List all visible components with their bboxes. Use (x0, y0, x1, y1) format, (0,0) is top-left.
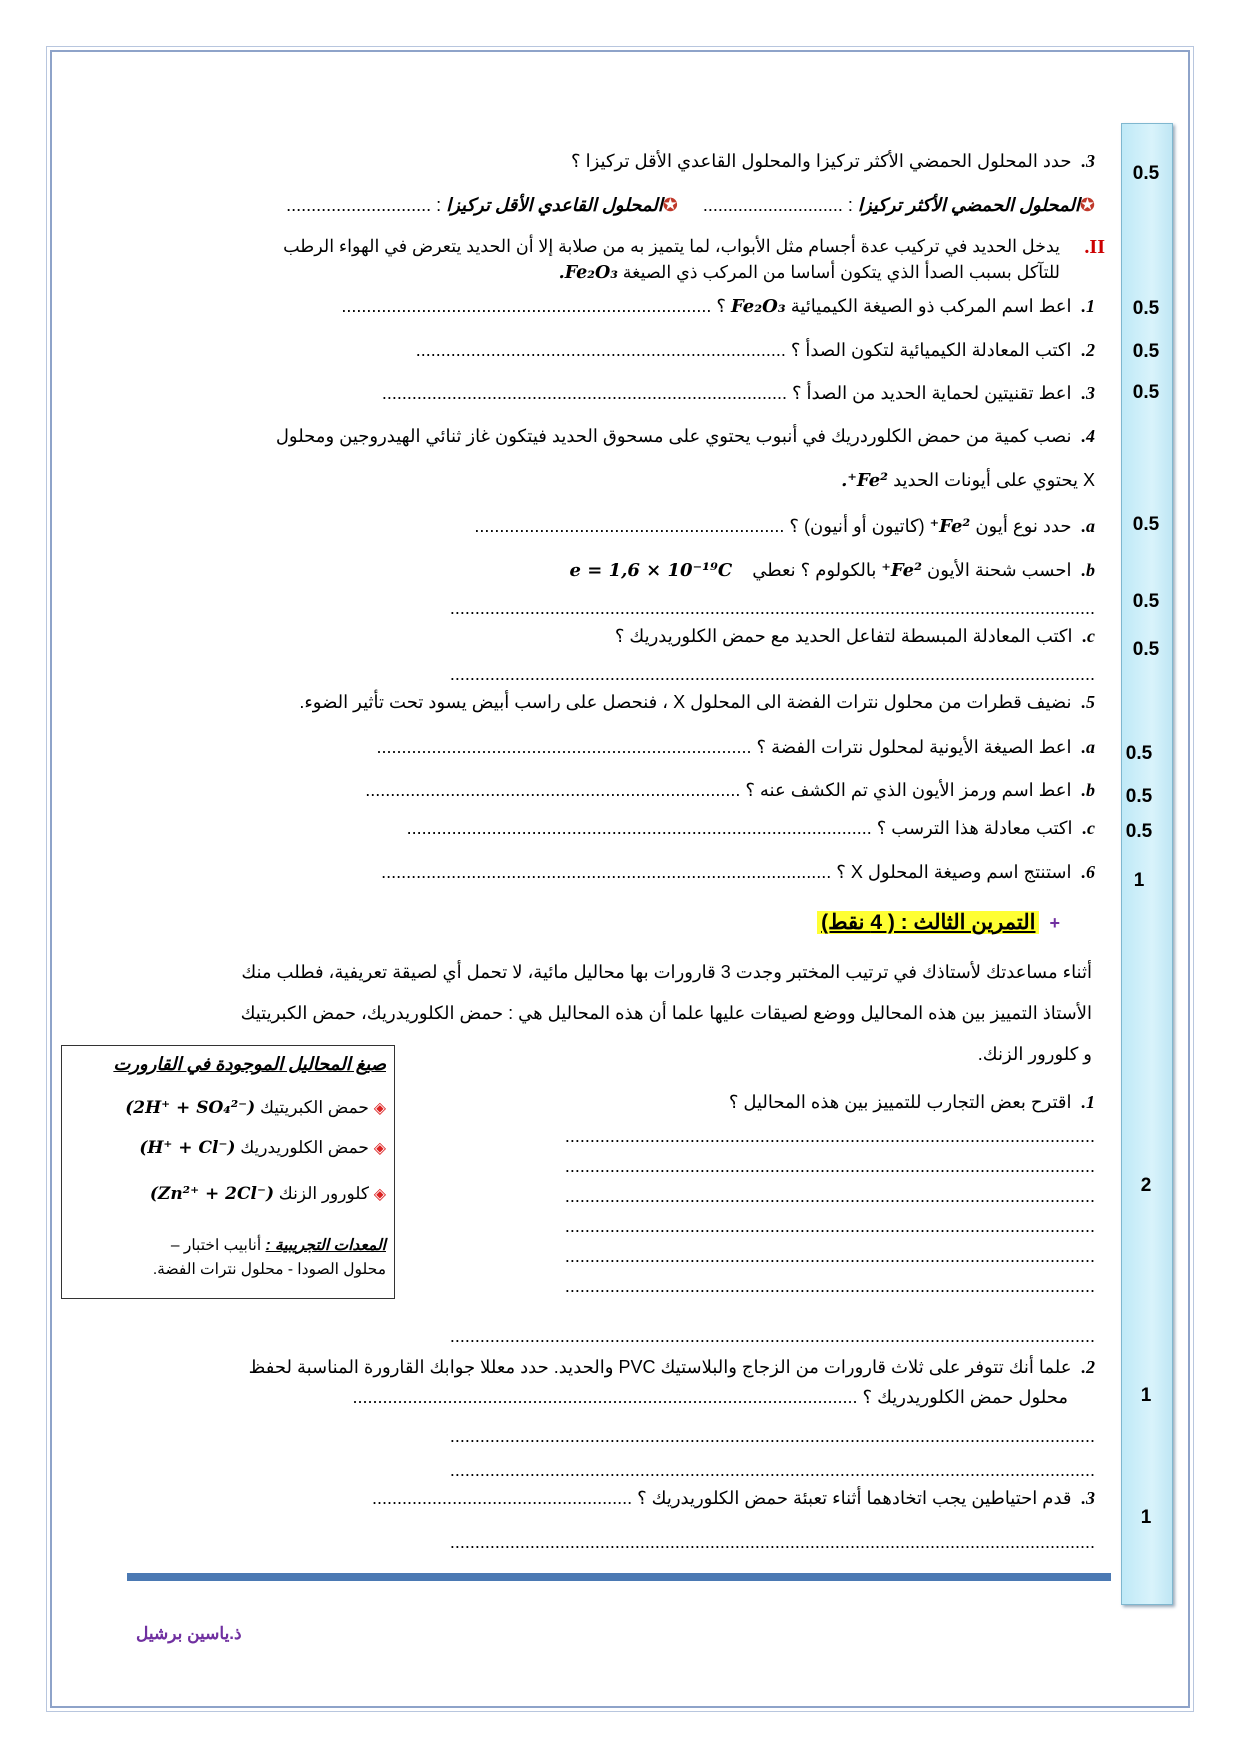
answer-dots: ................................................................................................................................. (449, 1532, 1095, 1552)
question-2-4-cont: X يحتوي على أيونات الحديد Fe²⁺. (841, 470, 1095, 491)
part-roman: II. (1084, 236, 1105, 258)
answer-dots: .......................................................................................................... (564, 1126, 1095, 1146)
question-2-6: 6.استنتج اسم وصيغة المحلول X ؟ .......................................................................................... (381, 862, 1095, 882)
grade: 0.5 (1132, 163, 1160, 184)
part2-intro-1: يدخل الحديد في تركيب عدة أجسام مثل الأبواب، لما يتميز به من صلابة إلا أن الحديد يتعرض في الهواء الرطب (283, 236, 1060, 256)
diamond-icon: ◈ (373, 1100, 386, 1117)
plus-icon: + (1049, 913, 1060, 933)
question-2-3: 3.اعط تقنيتين لحماية الحديد من الصدأ ؟ ................................................................................. (381, 383, 1095, 403)
question-3-2: 2.علما أنك تتوفر على ثلاث قارورات من الزجاج والبلاستيك PVC والحديد. حدد معللا جوابك القارورة المناسبة لحفظ (248, 1357, 1095, 1377)
question-2-5: 5.نضيف قطرات من محلول نترات الفضة الى المحلول X ، فنحصل على راسب أبيض يسود تحت تأثير الضوء. (299, 692, 1095, 712)
grade: 0.5 (1132, 514, 1160, 535)
question-2-1: 1.اعط اسم المركب ذو الصيغة الكيميائية Fe₂O₃ ؟ .......................................................................... (341, 296, 1095, 317)
question-2-5a: a.اعط الصيغة الأيونية لمحلول نترات الفضة ؟ ........................................................................... (376, 737, 1095, 757)
ex3-intro-3: و كلورور الزنك. (977, 1044, 1092, 1064)
exercise-3-title: + التمرين الثالث : ( 4 نقط) (817, 910, 1060, 935)
answer-dots: ................................................................................................................................. (449, 664, 1095, 684)
answer-dots: ................................................................................................................................. (449, 1460, 1095, 1480)
grade: 2 (1140, 1175, 1152, 1196)
question-3-1: 1.اقترح بعض التجارب للتمييز بين هذه المحاليل ؟ (728, 1092, 1095, 1112)
solutions-box (61, 1045, 395, 1299)
answer-dots: ................................................................................................................................. (449, 598, 1095, 618)
answer-dots: .......................................................................................................... (564, 1246, 1095, 1266)
grade: 0.5 (1125, 821, 1153, 842)
ex3-intro-2: الأستاذ التمييز بين هذه المحاليل ووضع لصيقات عليها علما أن هذه المحاليل هي : حمض الكلوريدريك، حمض الكبريتيك (240, 1003, 1092, 1023)
answer-line-1-3: ✪المحلول الحمضي الأكثر تركيزا : ............................ ✪المحلول القاعدي الأقل تركيزا : ............................. (286, 195, 1095, 215)
answer-dots: .......................................................................................................... (564, 1216, 1095, 1236)
question-2-5c: c.اكتب معادلة هذا الترسب ؟ ............................................................................................. (406, 818, 1095, 838)
question-3-2-cont: محلول حمض الكلوريدريك ؟ ..................................................................................................... (352, 1387, 1068, 1407)
author-signature: ذ.ياسين برشيل (136, 1624, 242, 1643)
grade: 1 (1140, 1507, 1152, 1528)
question-1-3: 3.حدد المحلول الحمضي الأكثر تركيزا والمحلول القاعدي الأقل تركيزا ؟ (571, 151, 1095, 171)
box-title: صيغ المحاليل الموجودة في القارورت (113, 1054, 386, 1074)
grade: 0.5 (1132, 639, 1160, 660)
diamond-icon: ◈ (373, 1140, 386, 1157)
grade: 0.5 (1125, 786, 1153, 807)
footer-bar (127, 1573, 1111, 1581)
solution-sulfuric: ◈ حمض الكبريتيك (2H⁺ + SO₄²⁻) (125, 1098, 386, 1118)
solution-hydrochloric: ◈ حمض الكلوريدريك (H⁺ + Cl⁻) (139, 1138, 386, 1158)
answer-dots: .......................................................................................................... (564, 1276, 1095, 1296)
equipment-cont: محلول الصودا - محلول نترات الفضة. (152, 1261, 386, 1278)
answer-dots: ................................................................................................................................. (449, 1426, 1095, 1446)
answer-dots: .......................................................................................................... (564, 1186, 1095, 1206)
question-2-4b: b.احسب شحنة الأيون Fe²⁺ بالكولوم ؟ نعطي e = 1,6 × 10⁻¹⁹C (569, 560, 1095, 581)
ex3-intro-1: أثناء مساعدتك لأستاذك في ترتيب المختبر وجدت 3 قارورات بها محاليل مائية، لا تحمل أي لصيقة تعريفية، فطلب منك (241, 962, 1092, 982)
grade: 0.5 (1132, 591, 1160, 612)
equipment: المعدات التجريبية : أنابيب اختبار – (170, 1237, 386, 1254)
diamond-icon: ◈ (373, 1186, 386, 1203)
grade: 0.5 (1125, 743, 1153, 764)
answer-dots: ................................................................................................................................. (449, 1326, 1095, 1346)
grade: 1 (1133, 870, 1145, 891)
grade: 0.5 (1132, 341, 1160, 362)
answer-dots: .......................................................................................................... (564, 1156, 1095, 1176)
question-2-4a: a.حدد نوع أيون Fe²⁺ (كاتيون أو أنيون) ؟ .............................................................. (474, 516, 1095, 537)
question-2-4c: c.اكتب المعادلة المبسطة لتفاعل الحديد مع حمض الكلوريدريك ؟ (614, 626, 1095, 646)
solution-zinc-chloride: ◈ كلورور الزنك (Zn²⁺ + 2Cl⁻) (149, 1184, 386, 1204)
question-2-2: 2.اكتب المعادلة الكيميائية لتكون الصدأ ؟ .......................................................................... (415, 340, 1095, 360)
part2-intro-2: للتآكل بسبب الصدأ الذي يتكون أساسا من المركب ذي الصيغة Fe₂O₃. (558, 262, 1060, 283)
grade: 0.5 (1132, 382, 1160, 403)
question-3-3: 3.قدم احتياطين يجب اتخادهما أثناء تعبئة حمض الكلوريدريك ؟ .................................................... (372, 1488, 1095, 1508)
question-2-5b: b.اعط اسم ورمز الأيون الذي تم الكشف عنه ؟ ........................................................................... (365, 780, 1095, 800)
grade: 0.5 (1132, 298, 1160, 319)
question-2-4: 4.نصب كمية من حمض الكلوردريك في أنبوب يحتوي على مسحوق الحديد فيتكون غاز ثنائي الهيدروجين ومحلول (275, 426, 1095, 446)
grade: 1 (1140, 1385, 1152, 1406)
